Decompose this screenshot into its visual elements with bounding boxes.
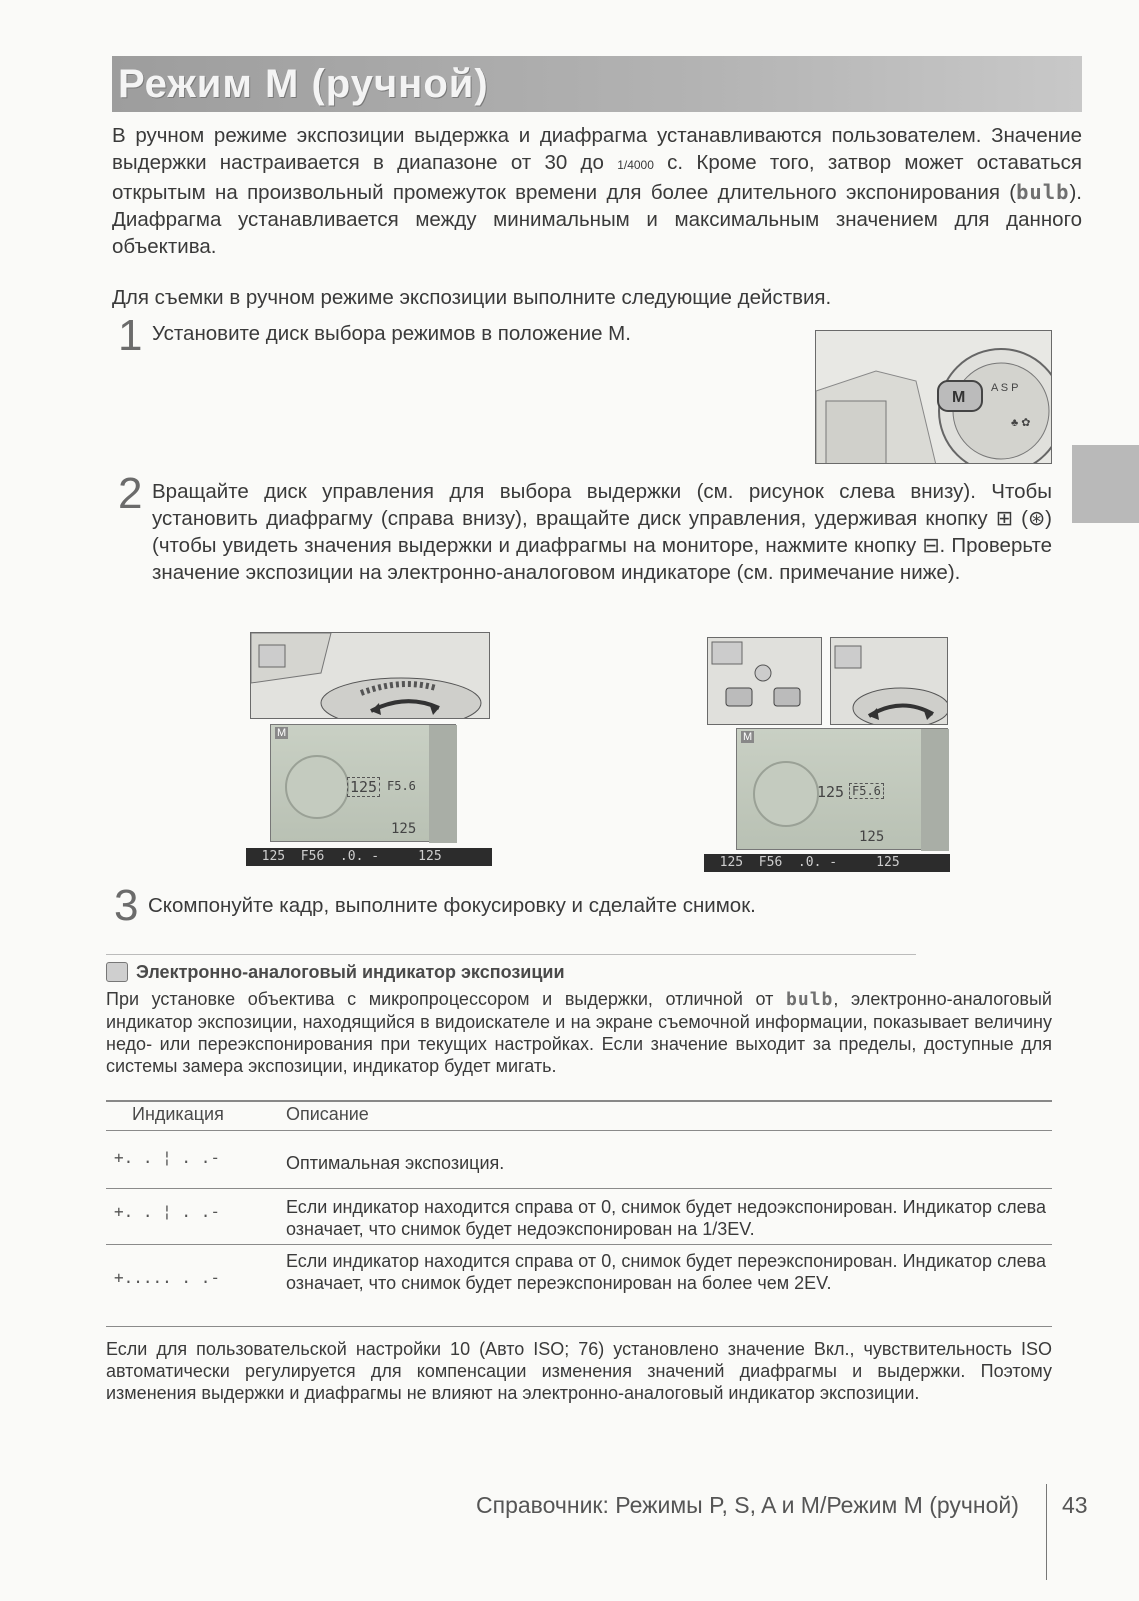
aperture-button-illustration	[708, 638, 822, 725]
step-3-number: 3	[114, 881, 139, 930]
step-3-text: Скомпонуйте кадр, выполните фокусировку и сделайте снимок.	[148, 894, 756, 917]
intro-paragraph-2: Для съемки в ручном режиме экспозиции выполните следующие действия.	[112, 286, 832, 309]
lcd-aperture-right: F5.6	[849, 783, 884, 799]
lcd-mode-indicator-right: M	[743, 731, 753, 743]
note-icon	[106, 962, 128, 982]
page-number: 43	[1062, 1492, 1088, 1518]
lcd-aperture: F5.6	[387, 779, 416, 793]
indicator-row-1: +. . ¦ . .-	[114, 1148, 220, 1167]
lcd-mode-indicator: M	[277, 727, 287, 739]
lcd-lens-circle	[285, 755, 349, 819]
indicator-row-2: +. . ¦ . .-	[114, 1202, 220, 1221]
intro-text-c: ). Диафрагма устанавливается между минимальным и максимальным значением для данного объектива.	[112, 181, 1082, 258]
side-tab-marker	[1072, 445, 1139, 523]
indicator-row-3: +..... . .-	[114, 1268, 220, 1287]
lcd-screen-right	[736, 728, 948, 850]
intro-fraction: 1/4000	[617, 158, 654, 172]
note-bulb-lcd: bulb	[786, 989, 834, 1010]
table-row-1-desc: Оптимальная экспозиция.	[286, 1153, 505, 1173]
footer-note: Если для пользовательской настройки 10 (Авто ISO; 76) установлено значение Вкл., чувствительность ISO автоматически регулируется для компенсации изменения значений диафрагмы и выдержки. Поэтому изменения выдержки и диафрагмы не влияют на электронно-аналоговый индикатор экспозиции.	[106, 1339, 1052, 1403]
lcd-screen-left	[270, 724, 456, 842]
command-dial-figure-right	[830, 637, 948, 725]
table-header-rule	[106, 1130, 1052, 1131]
intro-paragraph	[112, 122, 1082, 260]
step-2-number: 2	[118, 469, 143, 518]
table-header-description: Описание	[286, 1104, 369, 1124]
note-top-rule	[106, 954, 916, 955]
bulb-lcd-text: bulb	[1016, 180, 1070, 204]
page-footer: Справочник: Режимы P, S, A и M/Режим М (ручной)	[476, 1492, 1019, 1518]
table-row-2-rule	[106, 1244, 1052, 1245]
intro-text-a: В ручном режиме экспозиции выдержка и диафрагма устанавливаются пользователем. Значение выдержки настраивается в диапазоне от 30 до	[112, 124, 1082, 174]
mode-dial-figure	[815, 330, 1052, 464]
svg-text:♣ ✿: ♣ ✿	[1011, 417, 1031, 429]
step-1-number: 1	[118, 311, 143, 360]
viewfinder-bar-right: 125 F56 .0. - 125	[704, 854, 950, 872]
viewfinder-bar-left: 125 F56 .0. - 125	[246, 848, 492, 866]
table-bottom-rule	[106, 1326, 1052, 1327]
lcd-lens-circle-right	[753, 761, 819, 827]
table-header-indication: Индикация	[132, 1104, 224, 1124]
command-dial-figure-left	[250, 632, 490, 719]
note-body-a: При установке объектива с микропроцессором и выдержки, отличной от	[106, 989, 787, 1009]
table-row-3-desc: Если индикатор находится справа от 0, снимок будет переэкспонирован. Индикатор слева означает, что снимок будет переэкспонирован на более чем 2EV.	[286, 1251, 1046, 1293]
lcd-side-panel	[429, 725, 457, 843]
lcd-shutter: 125	[347, 777, 380, 797]
lcd-bottom-value-right: 125	[859, 829, 885, 845]
page-title: Режим М (ручной)	[118, 62, 489, 106]
note-body	[106, 988, 1052, 1077]
lcd-shutter-right: 125	[817, 783, 845, 801]
lcd-side-panel-right	[921, 729, 949, 851]
footer-divider	[1046, 1484, 1047, 1580]
table-row-2-desc: Если индикатор находится справа от 0, снимок будет недоэкспонирован. Индикатор слева означает, что снимок будет недоэкспонирован на 1/3EV.	[286, 1197, 1046, 1239]
step-1-text: Установите диск выбора режимов в положение M.	[152, 322, 631, 345]
table-top-rule	[106, 1100, 1052, 1102]
note-heading: Электронно-аналоговый индикатор экспозиции	[136, 962, 565, 982]
note-body-b: , электронно-аналоговый индикатор экспозиции, находящийся в видоискателе и на экране съемочной информации, показывает величину недо- или переэкспонирования при текущих настройках. Если значение выходит за пределы, доступные для системы замера экспозиции, индикатор будет мигать.	[106, 989, 1052, 1076]
title-bar	[112, 56, 1082, 112]
command-dial-illustration	[251, 633, 490, 719]
command-dial-illustration-right	[831, 638, 948, 725]
button-figure-right	[707, 637, 822, 725]
intro-text-b: с. Кроме того, затвор может оставаться открытым на произвольный промежуток времени для более длительного экспонирования (	[112, 151, 1082, 204]
lcd-bottom-value: 125	[391, 821, 417, 837]
svg-text:A S P: A S P	[991, 382, 1019, 394]
mode-dial-illustration	[816, 331, 1052, 464]
table-row-1-rule	[106, 1188, 1052, 1189]
svg-text:M: M	[952, 389, 966, 406]
step-2-text: Вращайте диск управления для выбора выдержки (см. рисунок слева внизу). Чтобы установить диафрагму (справа внизу), вращайте диск управления, удерживая кнопку ⊞ (⊛) (чтобы увидеть значения выдержки и диафрагмы на мониторе, нажмите кнопку ⊟. Проверьте значение экспозиции на электронно-аналоговом индикаторе (см. примечание ниже).	[152, 480, 1052, 584]
